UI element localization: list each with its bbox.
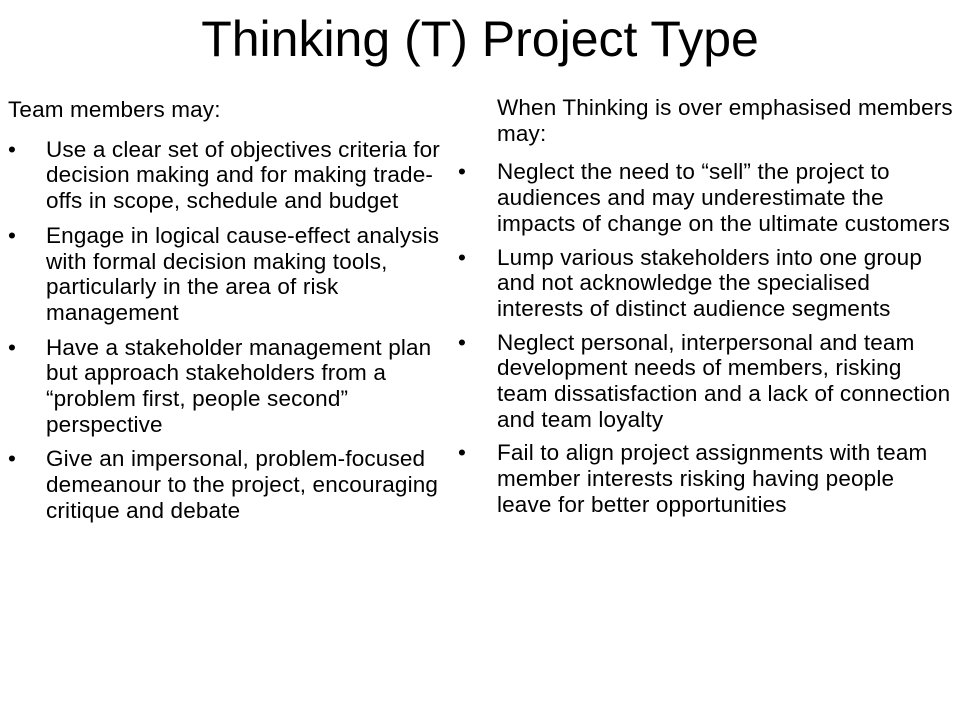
left-intro: Team members may: [8, 97, 221, 122]
bullet-text: Have a stakeholder management plan but approach stakeholders from a “problem first, people second” perspective [46, 334, 432, 437]
right-intro: When Thinking is over emphasised members may: [497, 95, 953, 146]
bullet-icon: • [458, 244, 467, 270]
bullet-text: Give an impersonal, problem-focused demeanour to the project, encouraging critique and debate [46, 446, 439, 523]
left-bullet-list [8, 137, 446, 524]
slide-title: Thinking (T) Project Type [201, 11, 759, 67]
list-item [455, 159, 953, 236]
bullet-icon: • [8, 222, 17, 248]
bullet-icon: • [8, 446, 17, 472]
list-item [455, 245, 953, 322]
list-item [8, 223, 446, 326]
right-column [455, 95, 953, 526]
list-item [455, 330, 953, 433]
list-item [8, 446, 446, 523]
bullet-icon: • [8, 136, 17, 162]
bullet-text: Engage in logical cause-effect analysis with formal decision making tools, particularly in the area of risk management [46, 222, 440, 325]
bullet-icon: • [458, 440, 467, 466]
list-item [8, 137, 446, 214]
bullet-text: Use a clear set of objectives criteria for decision making and for making trade-offs in scope, schedule and budget [46, 136, 440, 214]
bullet-text: Neglect personal, interpersonal and team development needs of members, risking team dissatisfaction and a lack of connection and team loyalty [497, 329, 951, 432]
right-bullet-list [455, 159, 953, 517]
bullet-icon: • [458, 329, 467, 355]
list-item [8, 335, 446, 438]
bullet-text: Lump various stakeholders into one group and not acknowledge the specialised interests of distinct audience segments [497, 244, 923, 321]
bullet-text: Fail to align project assignments with team member interests risking having people leave for better opportunities [497, 440, 928, 517]
bullet-icon: • [458, 159, 467, 185]
bullet-text: Neglect the need to “sell” the project to audiences and may underestimate the impacts of change on the ultimate customers [497, 159, 950, 236]
bullet-icon: • [8, 334, 17, 360]
list-item [455, 440, 953, 517]
left-column [8, 97, 446, 533]
